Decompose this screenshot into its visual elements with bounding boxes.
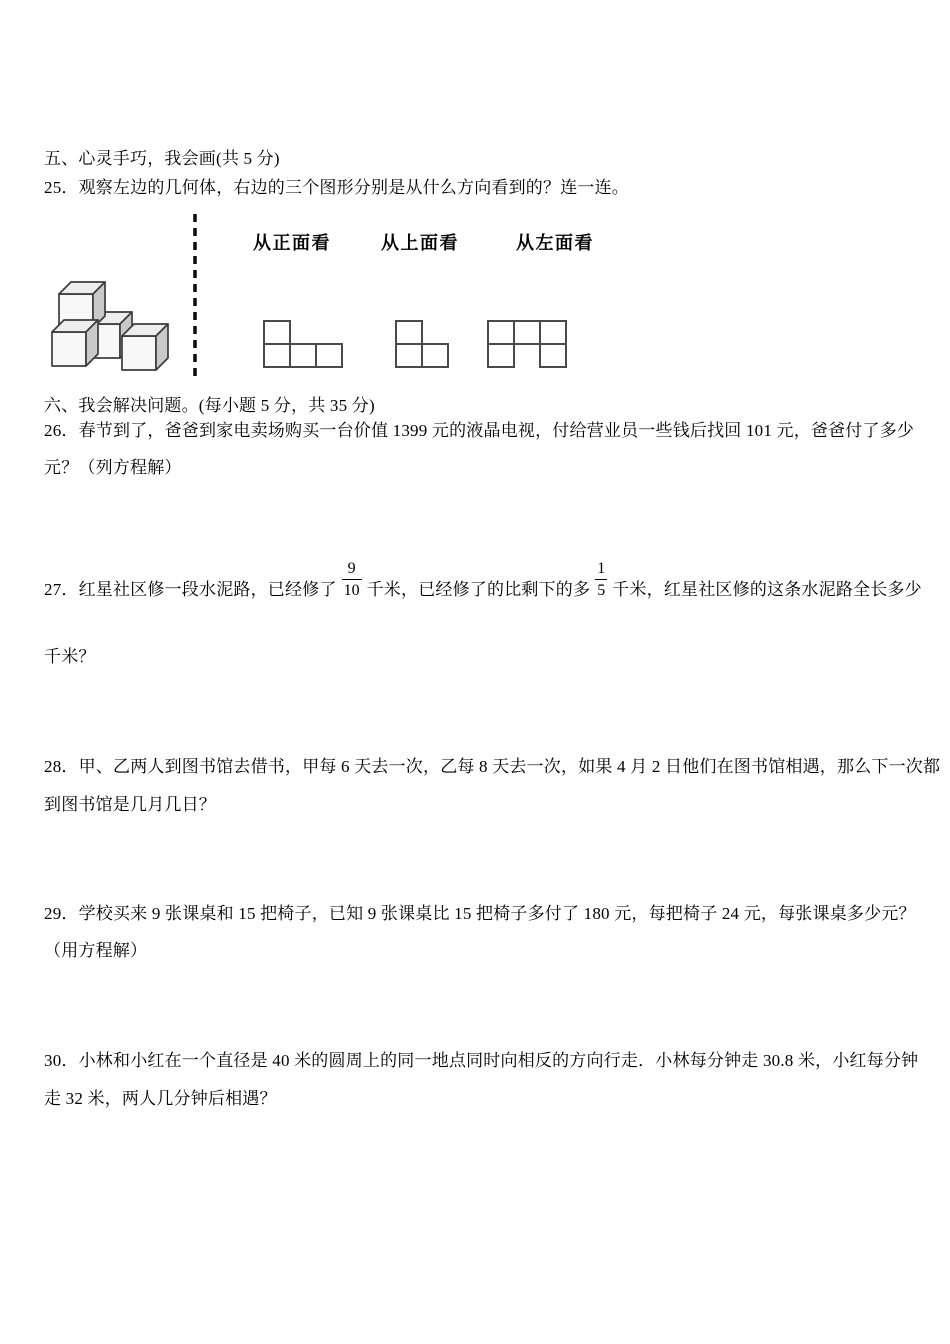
q27-tail-text: 千米，红星社区修的这条水泥路全长多少 [612, 580, 922, 599]
q30-line1: 30．小林和小红在一个直径是 40 米的圆周上的同一地点同时向相反的方向行走．小林每分钟走 30.8 米，小红每分钟 [44, 1051, 919, 1070]
grid-cell [263, 320, 291, 345]
fraction-numerator: 9 [347, 560, 356, 577]
q29-line1: 29．学校买来 9 张课桌和 15 把椅子，已知 9 张课桌比 15 把椅子多付了 180 元，每把椅子 24 元，每张课桌多少元？ [44, 904, 916, 923]
left-view-grid [487, 320, 567, 368]
front-view-grid [263, 320, 343, 368]
q28-line2: 到图书馆是几月几日？ [44, 795, 216, 814]
top-view-grid [395, 320, 449, 368]
view-label-left: 从左面看 [516, 233, 594, 253]
grid-cell [421, 343, 449, 368]
q26-line1: 26．春节到了，爸爸到家电卖场购买一台价值 1399 元的液晶电视，付给营业员一些钱后找回 101 元，爸爸付了多少 [44, 421, 915, 440]
grid-cell [395, 320, 423, 345]
section-six-heading: 六、我会解决问题。(每小题 5 分，共 35 分) [44, 396, 375, 415]
grid-cell [487, 343, 515, 368]
fraction-1-5 [595, 558, 607, 601]
grid-cell [539, 343, 567, 368]
grid-cell [395, 343, 423, 368]
cube-solid-figure [38, 260, 178, 380]
q27-mid-text: 千米，已经修了的比剩下的多 [366, 580, 591, 599]
q28-line1: 28．甲、乙两人到图书馆去借书，甲每 6 天去一次，乙每 8 天去一次，如果 4 月 2 日他们在图书馆相遇，那么下一次都 [44, 757, 941, 776]
dashed-divider-line [191, 212, 199, 382]
grid-cell [289, 343, 317, 368]
q25-prompt: 25．观察左边的几何体，右边的三个图形分别是从什么方向看到的？连一连。 [44, 178, 629, 197]
section-five-heading: 五、心灵手巧，我会画(共 5 分) [44, 149, 280, 168]
grid-cell [539, 320, 567, 345]
view-label-top: 从上面看 [381, 233, 459, 253]
fraction-numerator: 1 [597, 560, 606, 577]
q27-lead-text: 27．红星社区修一段水泥路，已经修了 [44, 580, 337, 599]
grid-cell [513, 320, 541, 345]
q26-line2: 元？（列方程解） [44, 458, 182, 477]
fraction-9-10 [342, 558, 362, 601]
q27-line2: 千米？ [44, 647, 96, 666]
q30-line2: 走 32 米，两人几分钟后相遇？ [44, 1089, 277, 1108]
grid-cell [487, 320, 515, 345]
fraction-denominator: 10 [343, 582, 360, 599]
fraction-denominator: 5 [597, 582, 606, 599]
q27-line1 [44, 558, 922, 601]
grid-cell [315, 343, 343, 368]
view-label-front: 从正面看 [253, 233, 331, 253]
grid-cell [263, 343, 291, 368]
q29-line2: （用方程解） [44, 941, 148, 960]
